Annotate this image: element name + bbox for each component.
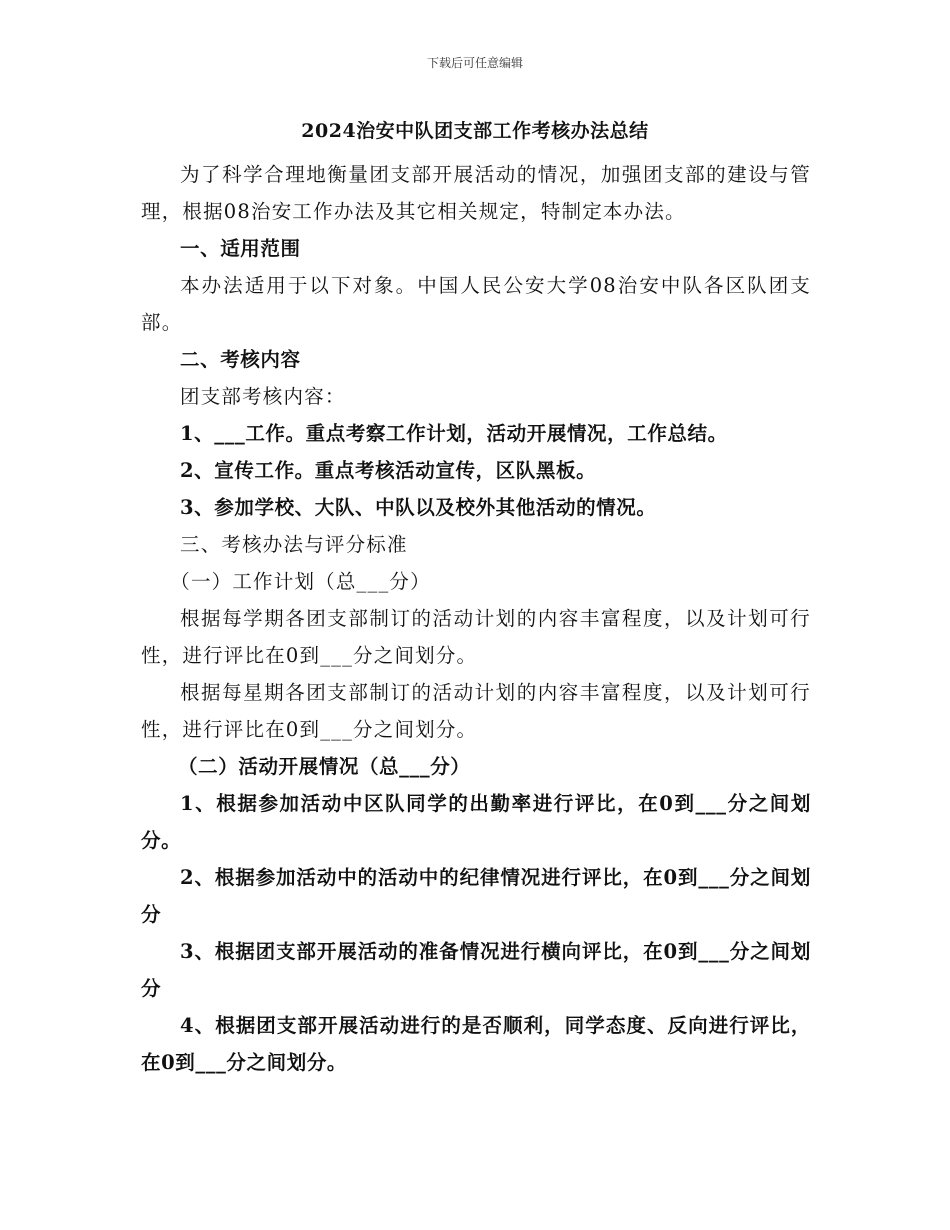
section-heading-scope: 一、适用范围 — [180, 237, 301, 260]
scope-paragraph: 本办法适用于以下对象。中国人民公安大学08治安中队各区队团支部。 — [141, 274, 811, 334]
subsection-heading-activity: （二）活动开展情况（总___分） — [178, 755, 471, 778]
activity-item-2: 2、根据参加活动中的活动中的纪律情况进行评比，在0到___分之间划分 — [141, 866, 811, 926]
plan-paragraph-weekly: 根据每星期各团支部制订的活动计划的内容丰富程度，以及计划可行性，进行评比在0到___分之间划分。 — [141, 681, 811, 741]
intro-paragraph: 为了科学合理地衡量团支部开展活动的情况，加强团支部的建设与管理，根据08治安工作办法及其它相关规定，特制定本办法。 — [141, 163, 811, 223]
activity-item-3: 3、根据团支部开展活动的准备情况进行横向评比，在0到___分之间划分 — [141, 940, 811, 1000]
document-body — [141, 156, 811, 1081]
content-item-3: 3、参加学校、大队、中队以及校外其他活动的情况。 — [180, 496, 657, 519]
content-item-2: 2、宣传工作。重点考核活动宣传，区队黑板。 — [180, 459, 597, 482]
page-header-note: 下载后可任意编辑 — [426, 56, 523, 70]
content-item-1: 1、___工作。重点考察工作计划，活动开展情况，工作总结。 — [180, 422, 728, 445]
section-heading-method: 三、考核办法与评分标准 — [180, 533, 408, 556]
document-title: 2024治安中队团支部工作考核办法总结 — [301, 120, 649, 142]
section-heading-content: 二、考核内容 — [180, 348, 301, 371]
activity-item-1: 1、根据参加活动中区队同学的出勤率进行评比，在0到___分之间划分。 — [141, 792, 811, 852]
content-intro: 团支部考核内容： — [180, 385, 346, 408]
activity-item-4: 4、根据团支部开展活动进行的是否顺利，同学态度、反向进行评比，在0到___分之间划分。 — [141, 1014, 811, 1074]
subsection-heading-plan: （一）工作计划（总___分） — [170, 570, 431, 593]
plan-paragraph-semester: 根据每学期各团支部制订的活动计划的内容丰富程度，以及计划可行性，进行评比在0到___分之间划分。 — [141, 607, 811, 667]
